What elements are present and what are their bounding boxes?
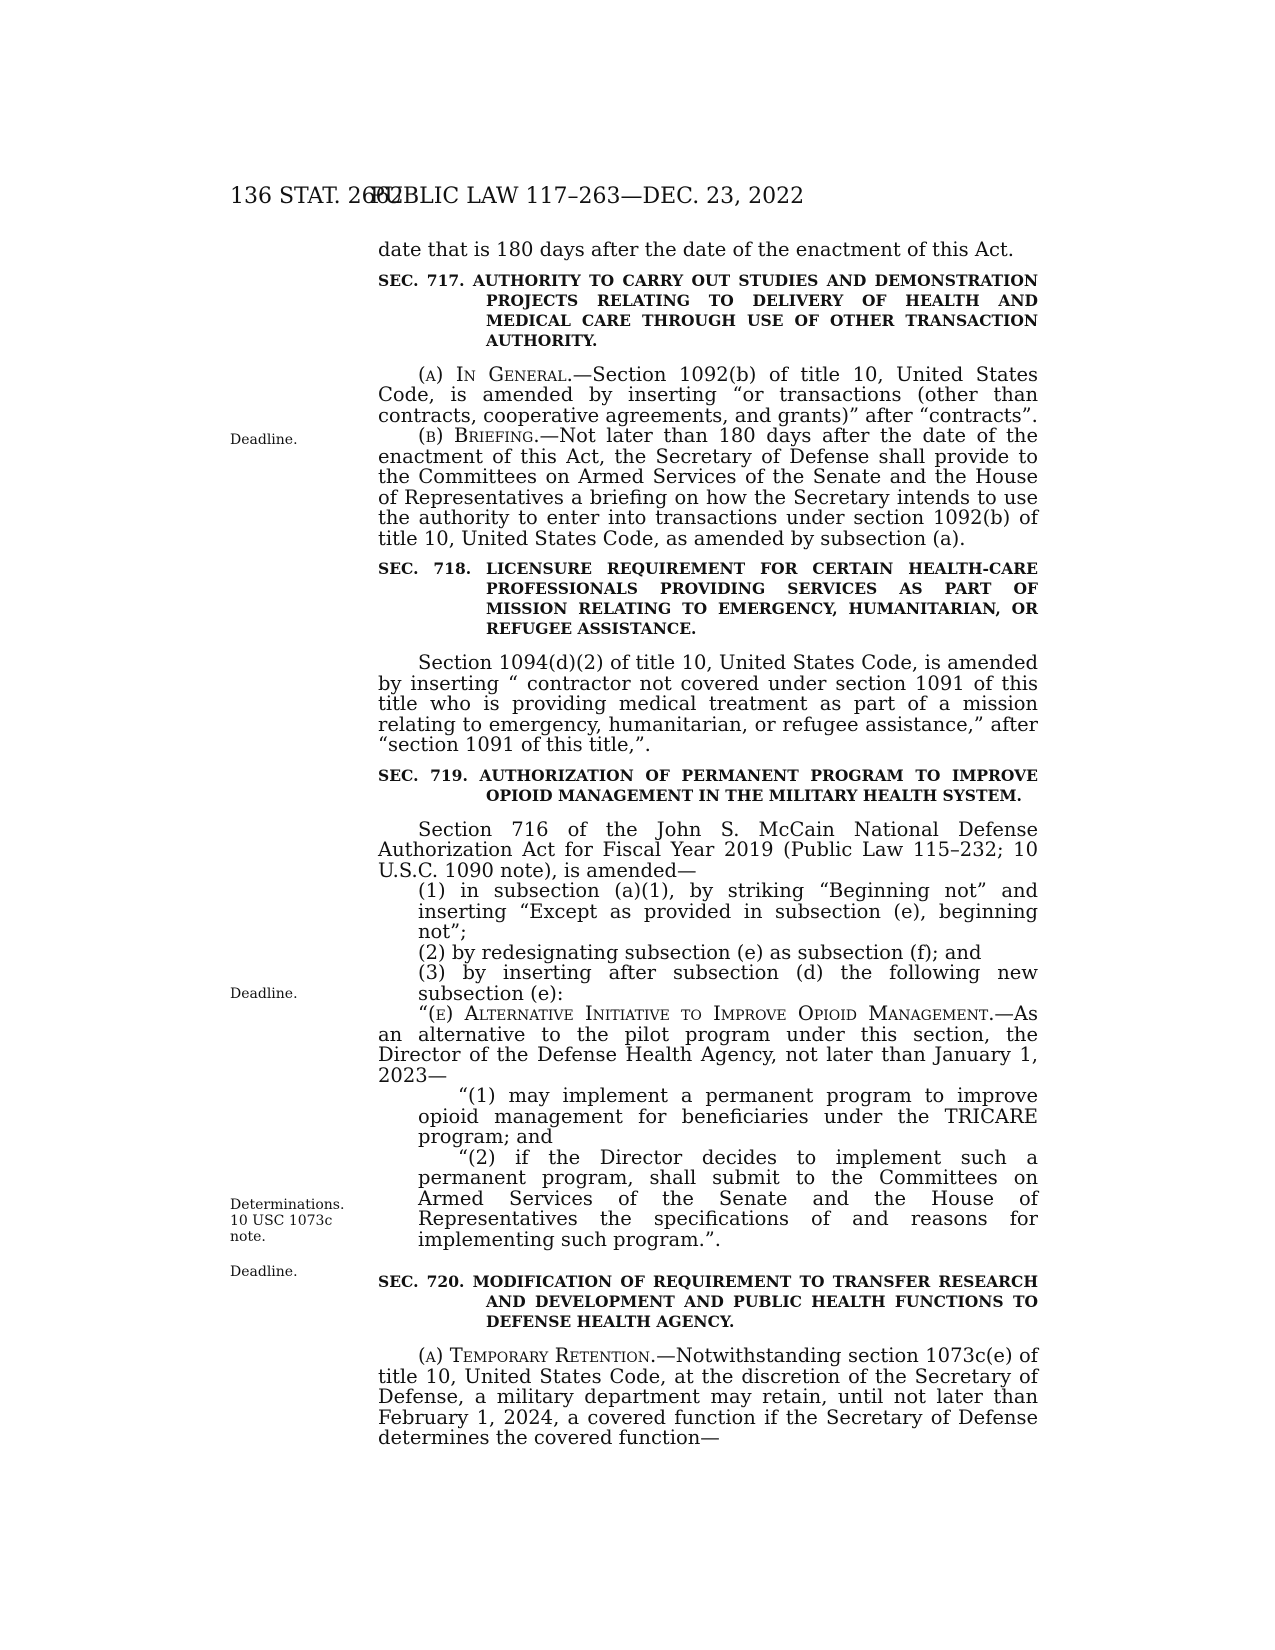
- subsection-text: —As an alternative to the pilot program under this section, the Director of the Defense Health Agency, not later than January 1, 2023—: [378, 1002, 1038, 1087]
- margin-note-deadline: Deadline.: [230, 1264, 298, 1280]
- section-720-subsection-a: [378, 1346, 1038, 1449]
- section-719-intro: Section 716 of the John S. McCain National Defense Authorization Act for Fiscal Year 2019 (Public Law 115–232; 10 U.S.C. 1090 note), is amended—: [378, 817, 1038, 882]
- section-718-heading: SEC. 718. LICENSURE REQUIREMENT FOR CERTAIN HEALTH-CARE PROFESSIONALS PROVIDING SERVICES AS PART OF MISSION RELATING TO EMERGENCY, HUMANITARIAN, OR REFUGEE ASSISTANCE.: [378, 559, 1038, 638]
- subsection-label: (b) Briefing.: [418, 424, 540, 447]
- section-717-subsection-a: [378, 362, 1038, 427]
- section-717-heading: SEC. 717. AUTHORITY TO CARRY OUT STUDIES AND DEMONSTRATION PROJECTS RELATING TO DELIVERY OF HEALTH AND MEDICAL CARE THROUGH USE OF OTHER TRANSACTION AUTHORITY.: [378, 270, 1038, 350]
- margin-note-determinations-label: Determinations.: [230, 1197, 345, 1213]
- margin-note-deadline: Deadline.: [230, 432, 298, 448]
- margin-note-deadline: Deadline.: [230, 986, 298, 1002]
- subsection-label: (a) In General.: [418, 362, 573, 386]
- subsection-text: —Section 1092(b) of title 10, United States Code, is amended by inserting “or transactions (other than contracts, cooperative agreements, and grants)” after “contracts”.: [378, 362, 1038, 427]
- margin-note-usc-reference: 10 USC 1073c: [230, 1213, 333, 1229]
- section-720-heading: SEC. 720. MODIFICATION OF REQUIREMENT TO TRANSFER RESEARCH AND DEVELOPMENT AND PUBLIC HEALTH FUNCTIONS TO DEFENSE HEALTH AGENCY.: [378, 1272, 1038, 1331]
- statute-page-number: 136 STAT. 2662: [230, 184, 404, 209]
- subsection-text: —Notwithstanding section 1073c(e) of title 10, United States Code, at the discretion of the Secretary of Defense, a military department may retain, until not later than February 1, 2024, a covered function if the Secretary of Defense determines the covered function—: [378, 1344, 1038, 1449]
- item-text: (1) in subsection (a)(1), by striking “Beginning not” and inserting “Except as provided in subsection (e), beginning not”;: [418, 879, 1038, 943]
- margin-note-note: note.: [230, 1229, 266, 1245]
- section-719-quoted-paragraph: “(1) may implement a permanent program to improve opioid management for beneficiaries under the TRICARE program; and: [418, 1084, 1038, 1148]
- section-719-item: [378, 881, 1038, 943]
- main-text-column: [378, 240, 1038, 1449]
- section-718-text: Section 1094(d)(2) of title 10, United States Code, is amended by inserting “ contractor not covered under section 1091 of this title who is providing medical treatment as part of a mission relating to emergency, humanitarian, or refugee assistance,” after “section 1091 of this title,”.: [378, 651, 1038, 756]
- continuation-paragraph: date that is 180 days after the date of the enactment of this Act.: [378, 238, 1014, 261]
- public-law-header: PUBLIC LAW 117–263—DEC. 23, 2022: [370, 184, 805, 209]
- section-719-item: (2) by redesignating subsection (e) as subsection (f); and: [418, 940, 982, 964]
- subsection-label: “(e) Alternative Initiative to Improve Opioid Management.: [418, 1002, 995, 1025]
- subsection-label: (a) Temporary Retention.: [418, 1344, 657, 1367]
- section-719-heading: SEC. 719. AUTHORIZATION OF PERMANENT PROGRAM TO IMPROVE OPIOID MANAGEMENT IN THE MILITARY HEALTH SYSTEM.: [378, 765, 1038, 805]
- margin-note-determinations: [230, 1197, 370, 1245]
- subsection-text: —Not later than 180 days after the date of the enactment of this Act, the Secretary of Defense shall provide to the Committees on Armed Services of the Senate and the House of Representatives a briefing on how the Secretary intends to use the authority to enter into transactions under section 1092(b) of title 10, United States Code, as amended by subsection (a).: [378, 424, 1038, 550]
- section-719-item: (3) by inserting after subsection (d) the following new subsection (e):: [418, 961, 1038, 1005]
- section-719-quoted-paragraph: “(2) if the Director decides to implement such a permanent program, shall submit to the Committees on Armed Services of the Senate and the House of Representatives the specifications of and reasons for implementing such program.”.: [418, 1145, 1038, 1251]
- section-717-subsection-b: [378, 426, 1038, 549]
- section-719-quoted-subsection-e: [378, 1004, 1038, 1086]
